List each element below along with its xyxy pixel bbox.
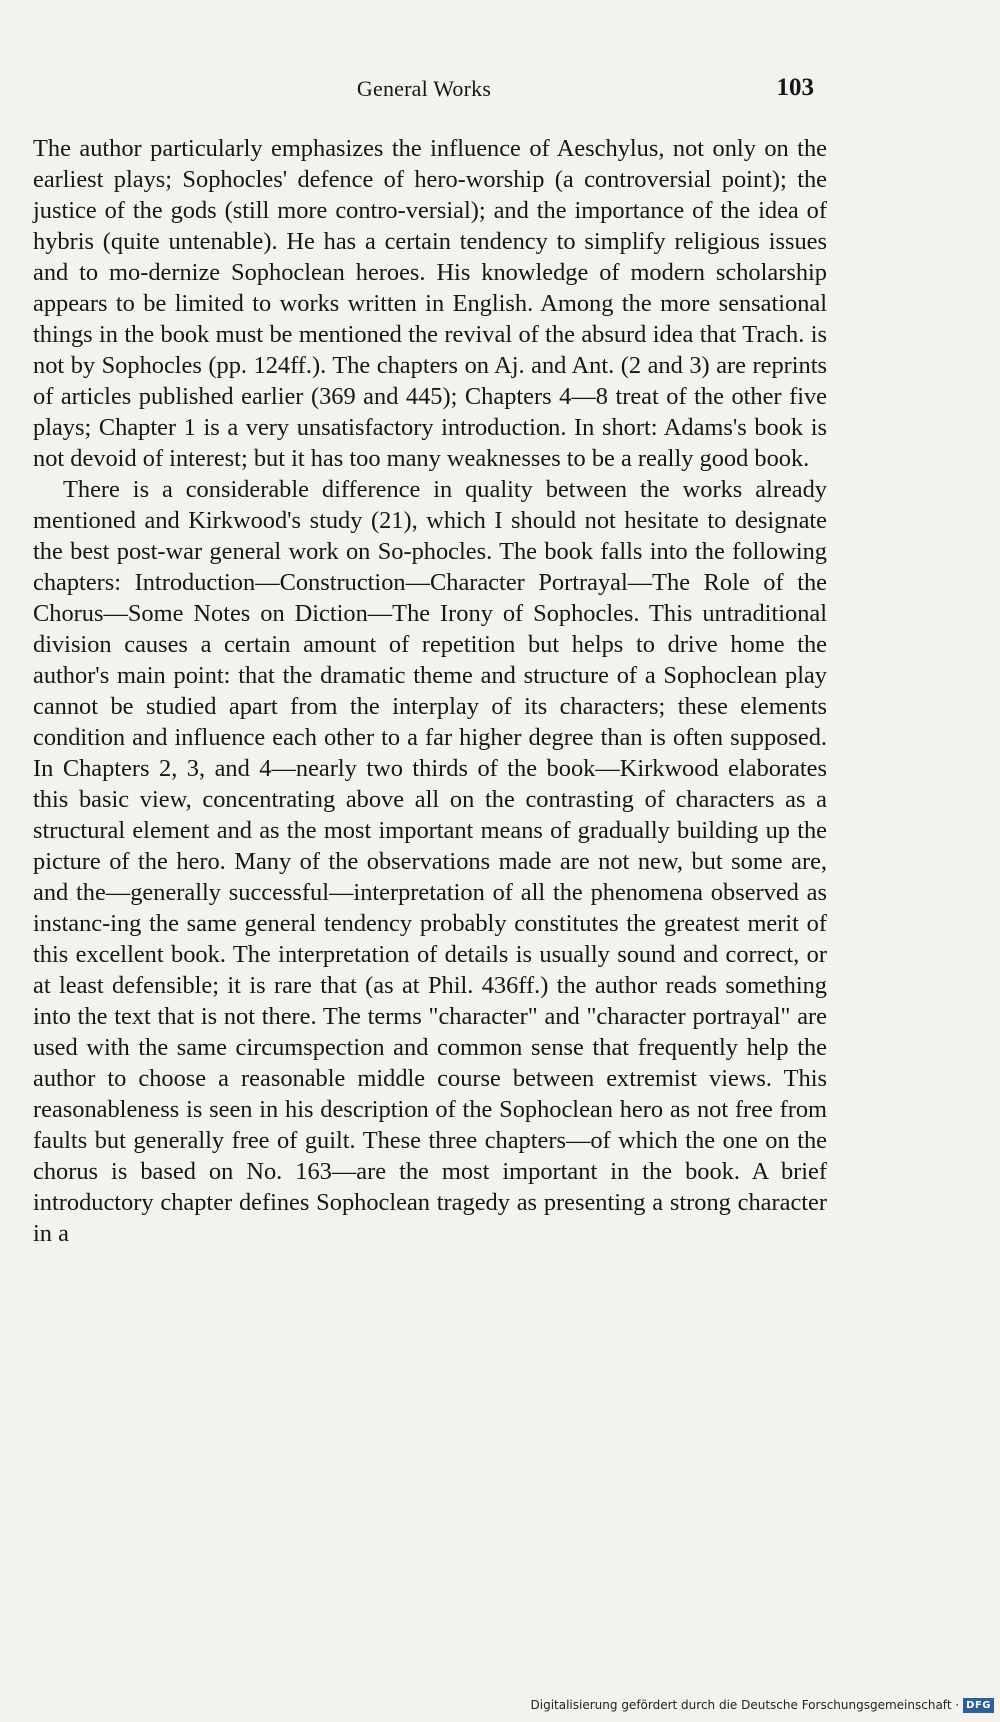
running-title: General Works — [356, 76, 492, 101]
credit-text: Digitalisierung gefördert durch die Deutsche Forschungsgemeinschaft · — [530, 1698, 960, 1712]
page-number: 103 — [776, 74, 814, 101]
body-text — [33, 133, 827, 1249]
paragraph-2: There is a considerable difference in quality between the works already mentioned and Kirkwood's study (21), which I should not hesitate to designate the best post-war general work on So-phocles. The book falls into the following chapters: Introduction—Construction—Character Portrayal—The Role of the Chorus—Some Notes on Diction—The Irony of Sophocles. This untraditional division causes a certain amount of repetition but helps to drive home the author's main point: that the dramatic theme and structure of a Sophoclean play cannot be studied apart from the interplay of its characters; these elements condition and influence each other to a far higher degree than is often supposed. In Chapters 2, 3, and 4—nearly two thirds of the book—Kirkwood elaborates this basic view, concentrating above all on the contrasting of characters as a structural element and as the most important means of gradually building up the picture of the hero. Many of the observations made are not new, but some are, and the—generally successful—interpretation of all the phenomena observed as instanc-ing the same general tendency probably constitutes the greatest merit of this excellent book. The interpretation of details is usually sound and correct, or at least defensible; it is rare that (as at Phil. 436ff.) the author reads something into the text that is not there. The terms "character" and "character portrayal" are used with the same circumspection and common sense that frequently help the author to choose a reasonable middle course between extremist views. This reasonableness is seen in his description of the Sophoclean hero as not free from faults but generally free of guilt. These three chapters—of which the one on the chorus is based on No. 163—are the most important in the book. A brief introductory chapter defines Sophoclean tragedy as presenting a strong character in a — [33, 476, 827, 1247]
running-head — [34, 76, 814, 106]
digitization-credit — [531, 1694, 994, 1716]
dfg-logo-icon: DFG — [963, 1698, 994, 1713]
paragraph-1: The author particularly emphasizes the influence of Aeschylus, not only on the earliest plays; Sophocles' defence of hero-worship (a controversial point); the justice of the gods (still more contro-versial); and the importance of the idea of hybris (quite untenable). He has a certain tendency to simplify religious issues and to mo-dernize Sophoclean heroes. His knowledge of modern scholarship appears to be limited to works written in English. Among the more sensational things in the book must be mentioned the revival of the absurd idea that Trach. is not by Sophocles (pp. 124ff.). The chapters on Aj. and Ant. (2 and 3) are reprints of articles published earlier (369 and 445); Chapters 4—8 treat of the other five plays; Chapter 1 is a very unsatisfactory introduction. In short: Adams's book is not devoid of interest; but it has too many weaknesses to be a really good book. — [33, 135, 827, 472]
